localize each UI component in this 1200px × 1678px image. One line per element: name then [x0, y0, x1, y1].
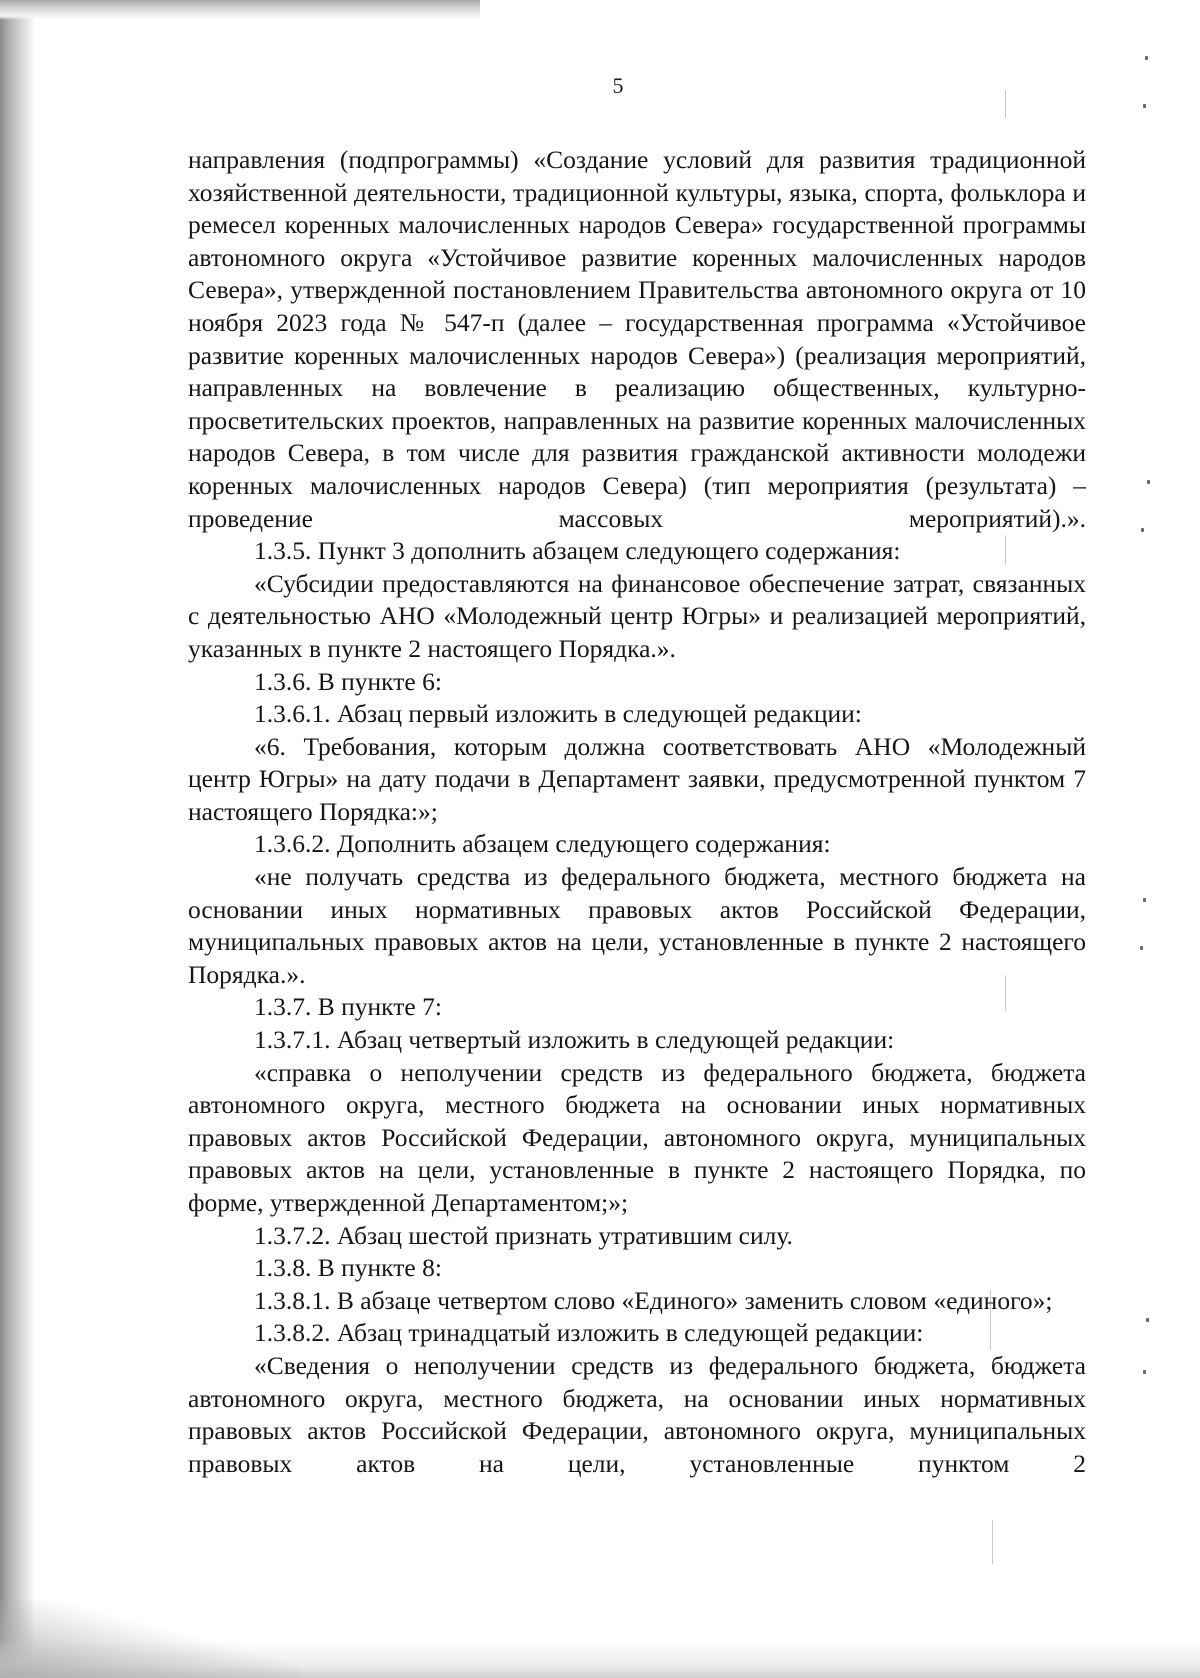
- quote-requirements: «6. Требования, которым должна соответствовать АНО «Молодежный центр Югры» на дату подачи в Департамент заявки, предусмотренной пунктом 7 настоящего Порядка:»;: [188, 731, 1086, 826]
- paragraph-1-3-7: 1.3.7. В пункте 7:: [254, 992, 442, 1022]
- paragraph-1-3-6-1: 1.3.6.1. Абзац первый изложить в следующей редакции:: [254, 699, 862, 729]
- page-number: 5: [612, 73, 624, 98]
- paragraph-1-3-6-2: 1.3.6.2. Дополнить абзацем следующего содержания:: [254, 829, 831, 859]
- paragraph-1-3-5: 1.3.5. Пункт 3 дополнить абзацем следующего содержания:: [254, 536, 901, 566]
- scan-artifact-speck: [1143, 898, 1146, 902]
- paragraph-1-3-7-1: 1.3.7.1. Абзац четвертый изложить в следующей редакции:: [254, 1025, 895, 1055]
- paragraph-1-3-8: 1.3.8. В пункте 8:: [254, 1253, 442, 1283]
- scan-artifact-speck: [1140, 946, 1143, 950]
- scan-artifact-speck: [1141, 528, 1144, 532]
- scan-artifact-speck: [1147, 480, 1150, 484]
- quote-not-receive: «не получать средства из федерального бюджета, местного бюджета на основании иных нормативных правовых актов Российской Федерации, муниципальных правовых актов на цели, установленные в пункте 2 настоящего Порядка.».: [188, 862, 1086, 989]
- paragraph-1-3-8-1: 1.3.8.1. В абзаце четвертом слово «Единого» заменить словом «единого»;: [254, 1285, 1053, 1315]
- scan-edge-bottom-left: [0, 1600, 300, 1678]
- quote-certificate: «справка о неполучении средств из федерального бюджета, бюджета автономного округа, местного бюджета на основании иных нормативных правовых актов Российской Федерации, автономного округа, муниципальных правовых актов на цели, установленные в пункте 2 настоящего Порядка, по форме, утвержденной Департаментом;»;: [188, 1057, 1086, 1217]
- quote-info: «Сведения о неполучении средств из федерального бюджета, бюджета автономного округа, местного бюджета, на основании иных нормативных правовых актов Российской Федерации, автономного округа, муниципальных правовых актов на цели, установленные пунктом 2: [188, 1350, 1086, 1478]
- document-body: [188, 144, 1086, 1480]
- paragraph-1-3-6: 1.3.6. В пункте 6:: [254, 666, 442, 696]
- paragraph-1-3-8-2: 1.3.8.2. Абзац тринадцатый изложить в следующей редакции:: [254, 1318, 924, 1348]
- paragraph-1-3-7-2: 1.3.7.2. Абзац шестой признать утратившим силу.: [254, 1220, 793, 1250]
- scan-artifact-speck: [1145, 56, 1148, 60]
- quote-subsidies: «Субсидии предоставляются на финансовое обеспечение затрат, связанных с деятельностью АНО «Молодежный центр Югры» и реализацией мероприятий, указанных в пункте 2 настоящего Порядка.».: [188, 568, 1086, 663]
- scan-edge-left: [0, 0, 34, 1678]
- scan-artifact-speck: [1143, 104, 1146, 108]
- paragraph-continuation: направления (подпрограммы) «Создание условий для развития традиционной хозяйственной деятельности, традиционной культуры, языка, спорта, фольклора и ремесел коренных малочисленных народов Севера» государственной программы автономного округа «Устойчивое развитие коренных малочисленных народов Севера», утвержденной постановлением Правительства автономного округа от 10 ноября 2023 года № 547-п (далее – государственная программа «Устойчивое развитие коренных малочисленных народов Севера») (реализация мероприятий, направленных на вовлечение в реализацию общественных, культурно-просветительских проектов, направленных на развитие коренных малочисленных народов Севера, в том числе для развития гражданской активности молодежи коренных малочисленных народов Севера) (тип мероприятия (результата) – проведение массовых мероприятий).».: [188, 145, 1086, 533]
- scan-artifact-speck: [1143, 1370, 1146, 1374]
- scan-edge-top: [0, 0, 480, 20]
- scan-artifact-line: [992, 1520, 993, 1564]
- scan-artifact-speck: [1146, 1318, 1149, 1322]
